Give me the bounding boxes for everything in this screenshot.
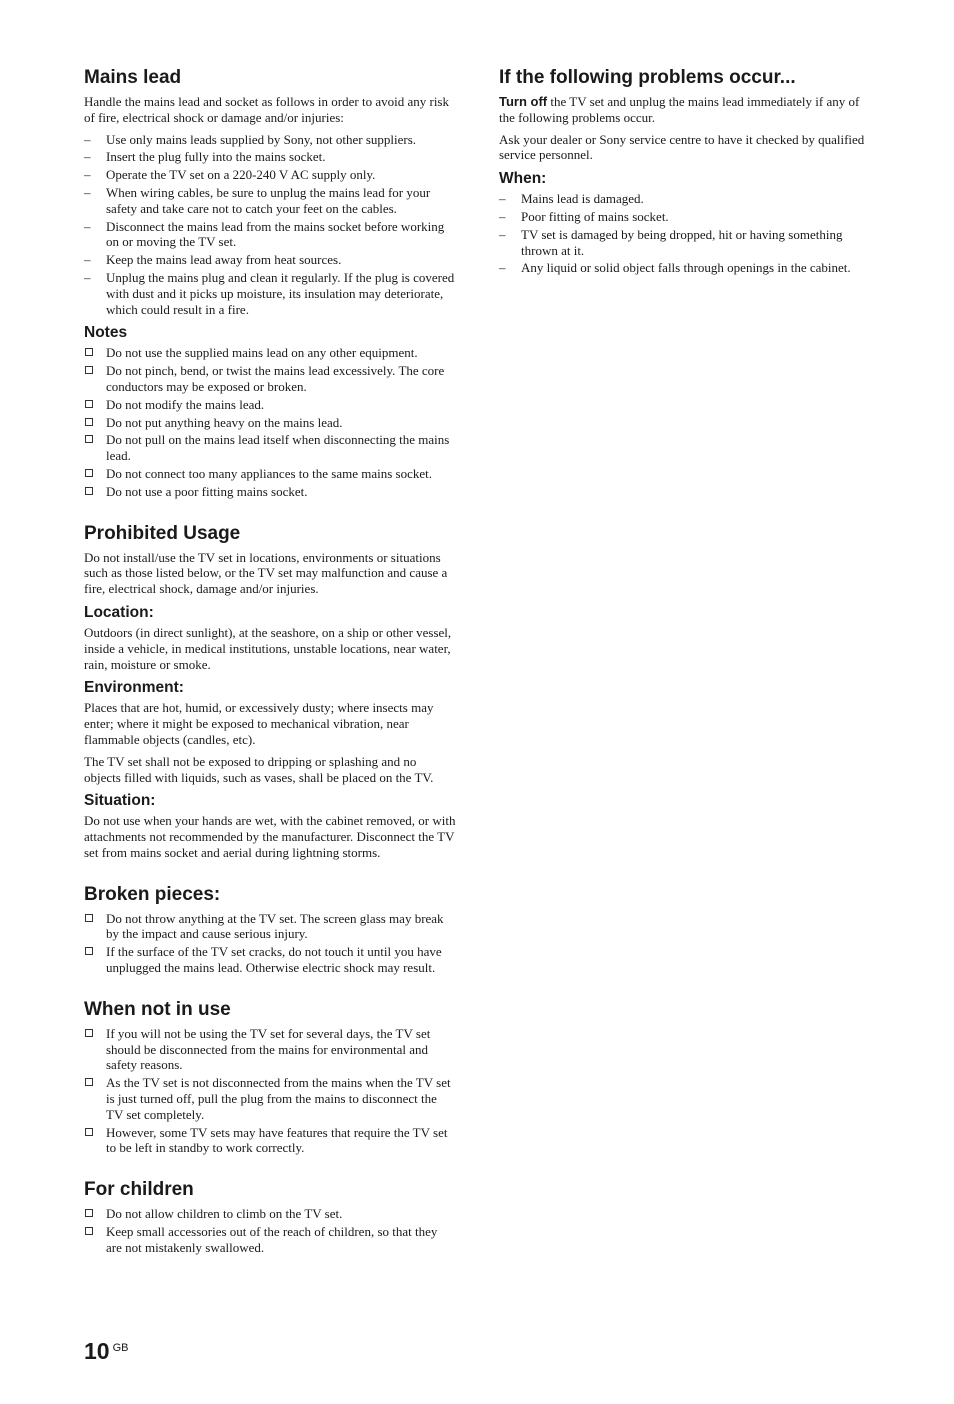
dash-bullet: – [499, 226, 506, 242]
list-item: Do not pull on the mains lead itself when disconnecting the mains lead. [84, 432, 456, 464]
right-column [499, 66, 873, 282]
page-number [84, 1338, 129, 1365]
broken-pieces-heading: Broken pieces: [84, 883, 221, 905]
dash-bullet: – [84, 167, 91, 183]
dash-bullet: – [499, 191, 506, 207]
list-item: – Keep the mains lead away from heat sources. [84, 252, 342, 268]
broken-pieces-section [84, 883, 456, 976]
for-children-section [84, 1178, 456, 1255]
problems-list [499, 191, 873, 276]
when-not-in-use-section [84, 998, 456, 1156]
checkbox-bullet-icon [85, 400, 93, 408]
list-item: If the surface of the TV set cracks, do not touch it until you have unplugged the mains lead. Otherwise electric shock may result. [84, 944, 456, 976]
list-item: – Unplug the mains plug and clean it regularly. If the plug is covered with dust and it picks up moisture, its insulation may deteriorate, which could result in a fire. [84, 269, 455, 317]
page-number-value: 10 [84, 1338, 110, 1364]
page-region-code: GB [112, 1342, 129, 1354]
dash-bullet: – [84, 184, 91, 200]
list-item: As the TV set is not disconnected from the mains when the TV set is just turned off, pull the plug from the mains to disconnect the TV set completely. [84, 1075, 456, 1122]
turn-off-lead: Turn off [499, 94, 548, 109]
environment-text: Places that are hot, humid, or excessively dusty; where insects may enter; where it might be exposed to mechanical vibration, near flammable objects (candles, etc). [84, 700, 434, 747]
dash-bullet: – [84, 131, 91, 147]
mains-lead-heading: Mains lead [84, 67, 182, 88]
checkbox-bullet-icon [85, 469, 93, 477]
dash-bullet: – [499, 260, 506, 276]
prohibited-usage-heading: Prohibited Usage [84, 522, 241, 544]
situation-heading: Situation: [84, 792, 156, 810]
list-item: Do not pinch, bend, or twist the mains lead excessively. The core conductors may be exposed or broken. [84, 363, 456, 395]
dash-bullet: – [499, 208, 506, 224]
when-not-in-use-heading: When not in use [84, 998, 231, 1020]
checkbox-bullet-icon [85, 348, 93, 356]
list-item: – Insert the plug fully into the mains socket. [84, 149, 326, 165]
problems-section [499, 66, 873, 276]
checkbox-bullet-icon [85, 1209, 93, 1217]
list-item: Do not use the supplied mains lead on any other equipment. [84, 345, 456, 361]
list-item: Do not modify the mains lead. [84, 397, 456, 413]
location-text: Outdoors (in direct sunlight), at the seashore, on a ship or other vessel, inside a vehicle, in medical institutions, unstable locations, near water, rain, moisture or smoke. [84, 624, 452, 672]
environment-heading: Environment: [84, 679, 184, 697]
for-children-heading: For children [84, 1179, 194, 1201]
list-item: – Disconnect the mains lead from the mains socket before working on or moving the TV set. [84, 218, 445, 250]
list-item: – Poor fitting of mains socket. [499, 208, 669, 224]
list-item: Do not use a poor fitting mains socket. [84, 484, 456, 500]
broken-pieces-list [84, 911, 456, 976]
checkbox-bullet-icon [85, 418, 93, 426]
checkbox-bullet-icon [85, 947, 93, 955]
dash-bullet: – [84, 218, 91, 234]
checkbox-bullet-icon [85, 1078, 93, 1086]
list-item: – Any liquid or solid object falls through openings in the cabinet. [499, 260, 851, 276]
checkbox-bullet-icon [85, 1128, 93, 1136]
prohibited-usage-intro: Do not install/use the TV set in locations, environments or situations such as those listed below, or the TV set may malfunction and cause a fire, electrical shock, damage and/or injuries. [84, 549, 448, 597]
checkbox-bullet-icon [85, 366, 93, 374]
list-item: However, some TV sets may have features that require the TV set to be left in standby to work correctly. [84, 1125, 456, 1157]
list-item: Do not put anything heavy on the mains lead. [84, 415, 456, 431]
dash-bullet: – [84, 252, 91, 268]
situation-text: Do not use when your hands are wet, with the cabinet removed, or with attachments not recommended by the manufacturer. Disconnect the TV set from mains socket and aerial during lightning storms. [84, 813, 456, 860]
environment-text-2: The TV set shall not be exposed to dripping or splashing and no objects filled with liquids, such as vases, shall be placed on the TV. [84, 753, 434, 785]
list-item: Do not allow children to climb on the TV set. [84, 1206, 456, 1222]
problems-heading: If the following problems occur... [499, 67, 796, 88]
list-item: – When wiring cables, be sure to unplug the mains lead for your safety and take care not to catch your feet on the cables. [84, 184, 431, 216]
dash-bullet: – [84, 269, 91, 285]
list-item: – TV set is damaged by being dropped, hit or having something thrown at it. [499, 226, 843, 258]
location-heading: Location: [84, 603, 154, 621]
checkbox-bullet-icon [85, 1029, 93, 1037]
prohibited-usage-section [84, 522, 456, 861]
list-item: Do not connect too many appliances to the same mains socket. [84, 466, 456, 482]
problems-intro-text: the TV set and unplug the mains lead immediately if any of the following problems occur. [499, 94, 860, 125]
mains-lead-section [84, 66, 456, 317]
list-item: – Use only mains leads supplied by Sony, not other suppliers. [84, 131, 417, 147]
mains-lead-list [84, 132, 456, 318]
list-item: – Mains lead is damaged. [499, 191, 644, 207]
notes-section [84, 323, 456, 499]
for-children-list [84, 1206, 456, 1255]
list-item: If you will not be using the TV set for several days, the TV set should be disconnected from the mains for environmental and safety reasons. [84, 1026, 456, 1073]
list-item: Do not throw anything at the TV set. The screen glass may break by the impact and cause serious injury. [84, 911, 456, 943]
checkbox-bullet-icon [85, 914, 93, 922]
problems-intro [499, 94, 873, 126]
notes-heading: Notes [84, 324, 128, 342]
list-item: – Operate the TV set on a 220-240 V AC supply only. [84, 167, 376, 183]
left-column [84, 66, 456, 1262]
when-not-in-use-list [84, 1026, 456, 1156]
when-heading: When: [499, 170, 547, 188]
checkbox-bullet-icon [85, 1227, 93, 1235]
list-item: Keep small accessories out of the reach of children, so that they are not mistakenly swallowed. [84, 1224, 456, 1256]
mains-lead-intro: Handle the mains lead and socket as follows in order to avoid any risk of fire, electrical shock or damage and/or injuries: [84, 94, 449, 125]
checkbox-bullet-icon [85, 435, 93, 443]
dash-bullet: – [84, 149, 91, 165]
problems-service-text: Ask your dealer or Sony service centre to have it checked by qualified service personnel. [499, 131, 865, 163]
checkbox-bullet-icon [85, 487, 93, 495]
notes-list [84, 345, 456, 499]
